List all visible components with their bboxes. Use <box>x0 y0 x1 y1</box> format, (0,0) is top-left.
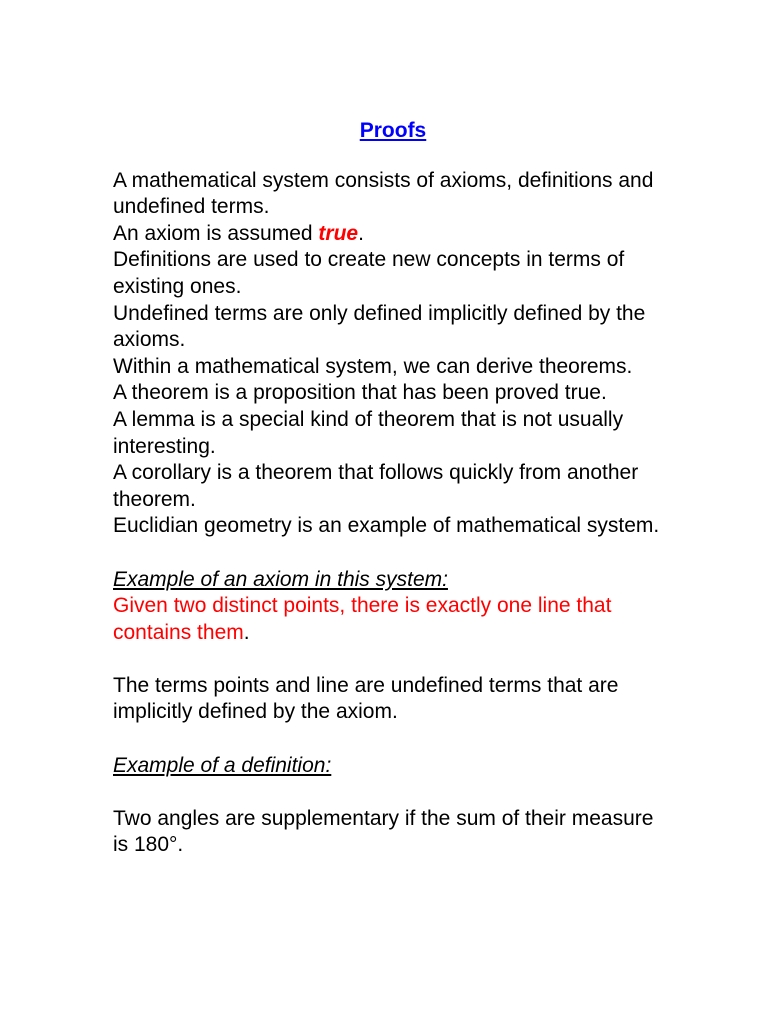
paragraph-axiom <box>113 221 673 248</box>
paragraph-derive-theorems: Within a mathematical system, we can derive theorems. <box>113 354 633 378</box>
definition-example-heading: Example of a definition: <box>113 753 332 777</box>
paragraph-mathematical-system: A mathematical system consists of axioms, definitions and undefined terms. <box>113 168 654 219</box>
axiom-example-statement <box>113 593 673 646</box>
paragraph-undefined-terms: Undefined terms are only defined implicitly defined by the axioms. <box>113 301 646 352</box>
axiom-example-period: . <box>243 620 250 644</box>
page-title <box>113 118 673 145</box>
document-page <box>113 118 673 859</box>
axiom-text-post: . <box>358 221 364 245</box>
paragraph-euclidian-geometry: Euclidian geometry is an example of mathematical system. <box>113 514 660 538</box>
paragraph-lemma: A lemma is a special kind of theorem that is not usually interesting. <box>113 407 624 458</box>
axiom-example-heading: Example of an axiom in this system: <box>113 567 448 591</box>
paragraph-theorem: A theorem is a proposition that has been proved true. <box>113 381 607 405</box>
paragraph-definitions: Definitions are used to create new concepts in terms of existing ones. <box>113 248 625 298</box>
page-title-text: Proofs <box>359 119 427 142</box>
definition-example-statement: Two angles are supplementary if the sum of their measure is 180°. <box>113 806 654 857</box>
axiom-emphasis-true: true <box>318 221 359 245</box>
axiom-text-pre: An axiom is assumed <box>113 221 319 245</box>
undefined-terms-note: The terms points and line are undefined terms that are implicitly defined by the axiom. <box>113 673 619 724</box>
axiom-example-text: Given two distinct points, there is exactly one line that contains them <box>113 594 612 644</box>
paragraph-corollary: A corollary is a theorem that follows quickly from another theorem. <box>113 461 639 511</box>
